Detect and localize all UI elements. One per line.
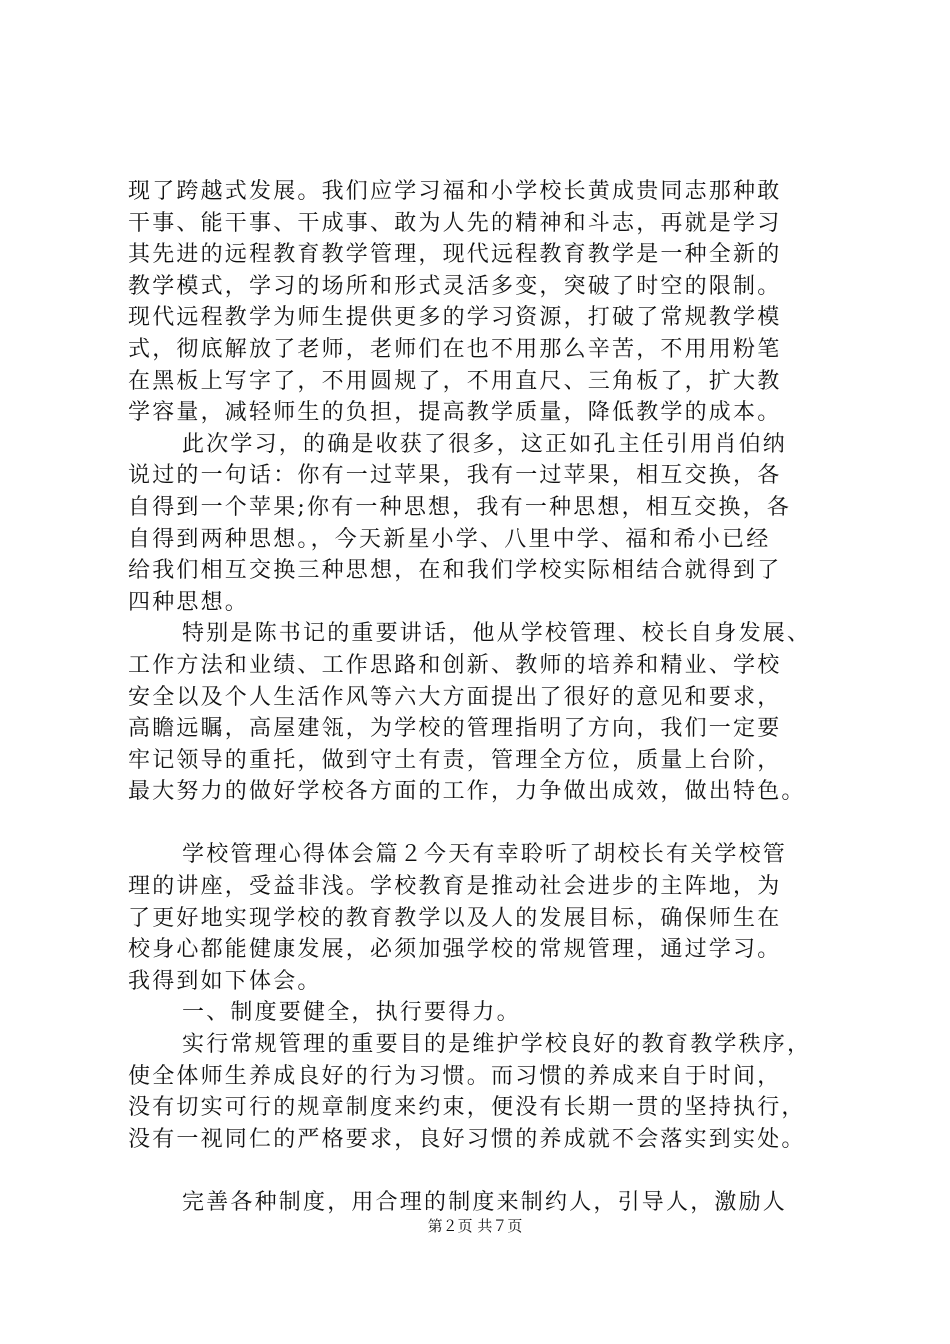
text-line: 高瞻远瞩，高屋建瓴，为学校的管理指明了方向，我们一定要 [128,716,782,742]
document-body [128,176,838,1219]
text-line: 我得到如下体会。 [128,968,322,994]
text-line: 干事、能干事、干成事、敢为人先的精神和斗志，再就是学习 [128,210,782,236]
text-line: 完善各种制度，用合理的制度来制约人，引导人，激励人 [182,1190,788,1215]
text-line: 牢记领导的重托，做到守土有责，管理全方位，质量上台阶， [128,747,782,773]
text-line: 一、制度要健全，执行要得力。 [182,1000,521,1026]
text-line: 没有切实可行的规章制度来约束，便没有长期一贯的坚持执行， [128,1095,806,1121]
text-line: 校身心都能健康发展，必须加强学校的常规管理，通过学习。 [128,937,782,963]
text-line: 在黑板上写字了，不用圆规了，不用直尺、三角板了，扩大教 [128,368,782,394]
text-line: 教学模式，学习的场所和形式灵活多变，突破了时空的限制。 [128,273,782,299]
text-line: 学容量，减轻师生的负担，提高教学质量，降低教学的成本。 [128,400,782,426]
text-line: 现代远程教学为师生提供更多的学习资源，打破了常规教学模 [128,305,782,331]
text-line: 自得到两种思想。，今天新星小学、八里中学、福和希小已经 [128,526,771,552]
text-line: 式，彻底解放了老师，老师们在也不用那么辛苦，不用用粉笔 [128,336,782,362]
text-line: 工作方法和业绩、工作思路和创新、教师的培养和精业、学校 [128,652,782,678]
paragraph-gap [128,808,838,840]
text-line: 其先进的远程教育教学管理，现代远程教育教学是一种全新的 [128,242,782,268]
text-line: 最大努力的做好学校各方面的工作，力争做出成效，做出特色。 [128,779,806,805]
text-line: 现了跨越式发展。我们应学习福和小学校长黄成贵同志那种敢 [128,179,782,204]
text-line: 使全体师生养成良好的行为习惯。而习惯的养成来自于时间， [128,1063,782,1089]
text-line: 给我们相互交换三种思想，在和我们学校实际相结合就得到了 [128,558,782,584]
text-line: 说过的一句话：你有一过苹果，我有一过苹果，相互交换，各 [128,463,782,489]
text-line: 实行常规管理的重要目的是维护学校良好的教育教学秩序， [182,1032,812,1058]
page-footer: 第２页 共７页 [427,1217,523,1235]
text-line: 理的讲座，受益非浅。学校教育是推动社会进步的主阵地，为 [128,874,782,900]
text-line: 自得到一个苹果;你有一种思想，我有一种思想，相互交换，各 [128,494,792,520]
text-line: 特别是陈书记的重要讲话，他从学校管理、校长自身发展、 [182,621,812,647]
text-line: 学校管理心得体会篇２今天有幸聆听了胡校长有关学校管 [182,842,788,868]
text-line: 了更好地实现学校的教育教学以及人的发展目标，确保师生在 [128,905,782,931]
text-line: 安全以及个人生活作风等六大方面提出了很好的意见和要求， [128,684,782,710]
text-line: 没有一视同仁的严格要求，良好习惯的养成就不会落实到实处。 [128,1126,806,1152]
paragraph-gap [128,1155,838,1187]
text-line: 此次学习，的确是收获了很多，这正如孔主任引用肖伯纳 [182,431,788,457]
text-line: 四种思想。 [128,589,250,615]
